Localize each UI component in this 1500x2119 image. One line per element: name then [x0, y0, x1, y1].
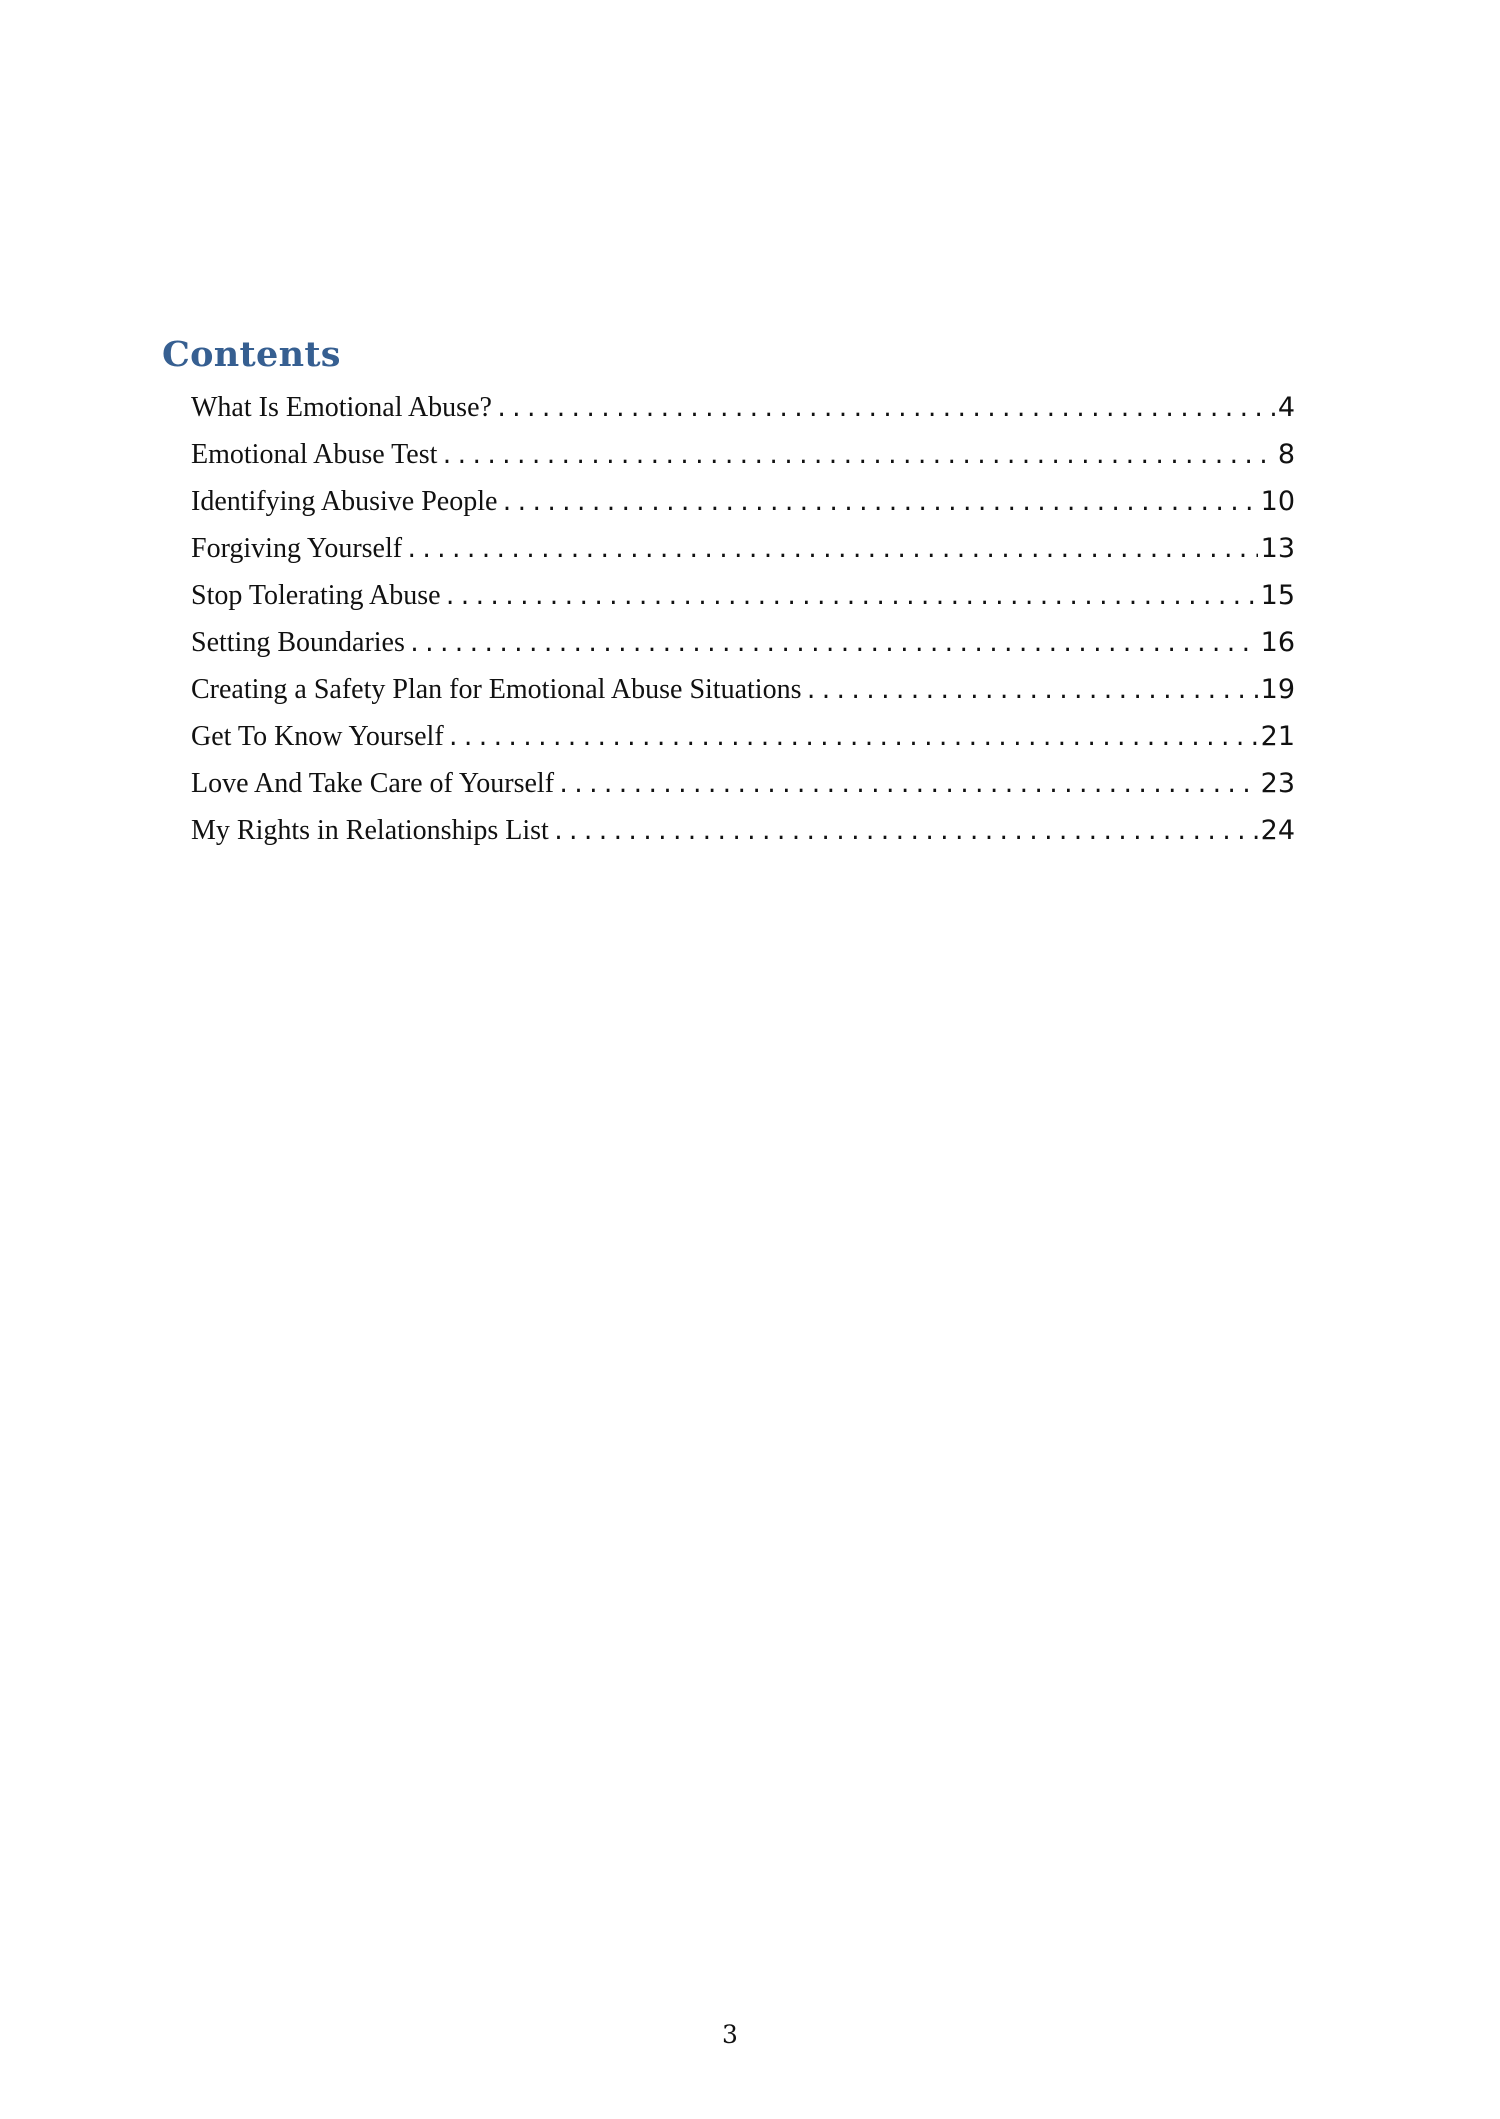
toc-entry-title: Get To Know Yourself [191, 721, 444, 752]
toc-entry[interactable] [191, 525, 1295, 572]
toc-heading: Contents [162, 334, 341, 375]
toc-dot-leader [500, 480, 1257, 527]
toc-entry-title: Emotional Abuse Test [191, 439, 438, 470]
toc-entry-page: 13 [1260, 533, 1295, 564]
toc-entry-page: 15 [1260, 580, 1295, 611]
toc-entry-page: 8 [1277, 439, 1295, 470]
toc-entry[interactable] [191, 760, 1295, 807]
toc-entry-title: Creating a Safety Plan for Emotional Abuse Situations [191, 674, 802, 705]
toc-entry-title: Love And Take Care of Yourself [191, 768, 555, 799]
toc-entry[interactable] [191, 572, 1295, 619]
toc-entry-page: 16 [1260, 627, 1295, 658]
toc-entry-title: Stop Tolerating Abuse [191, 580, 441, 611]
toc-entry-page: 21 [1260, 721, 1295, 752]
toc-entry[interactable] [191, 478, 1295, 525]
toc-entry-page: 23 [1260, 768, 1295, 799]
toc-entry[interactable] [191, 619, 1295, 666]
toc-entry-page: 24 [1260, 815, 1295, 846]
toc-entry[interactable] [191, 666, 1295, 713]
toc-dot-leader [804, 668, 1257, 715]
toc-dot-leader [405, 527, 1258, 574]
toc-entry-title: Setting Boundaries [191, 627, 405, 658]
toc-entry[interactable] [191, 384, 1295, 431]
toc-dot-leader [444, 574, 1258, 621]
toc-dot-leader [440, 433, 1274, 480]
toc-entry-title: My Rights in Relationships List [191, 815, 549, 846]
toc-dot-leader [447, 715, 1258, 762]
toc-dot-leader [557, 762, 1258, 809]
toc-entry-title: Identifying Abusive People [191, 486, 498, 517]
toc-entry-page: 4 [1277, 392, 1295, 423]
toc-dot-leader [552, 809, 1258, 856]
toc-entry-page: 10 [1260, 486, 1295, 517]
toc-entry[interactable] [191, 807, 1295, 854]
toc-entry-title: Forgiving Yourself [191, 533, 403, 564]
toc-entry-title: What Is Emotional Abuse? [191, 392, 492, 423]
toc-entry[interactable] [191, 431, 1295, 478]
page-number: 3 [722, 2020, 738, 2049]
toc-dot-leader [495, 386, 1275, 433]
toc-list [191, 384, 1295, 854]
toc-entry-page: 19 [1260, 674, 1295, 705]
toc-dot-leader [408, 621, 1258, 668]
toc-entry[interactable] [191, 713, 1295, 760]
